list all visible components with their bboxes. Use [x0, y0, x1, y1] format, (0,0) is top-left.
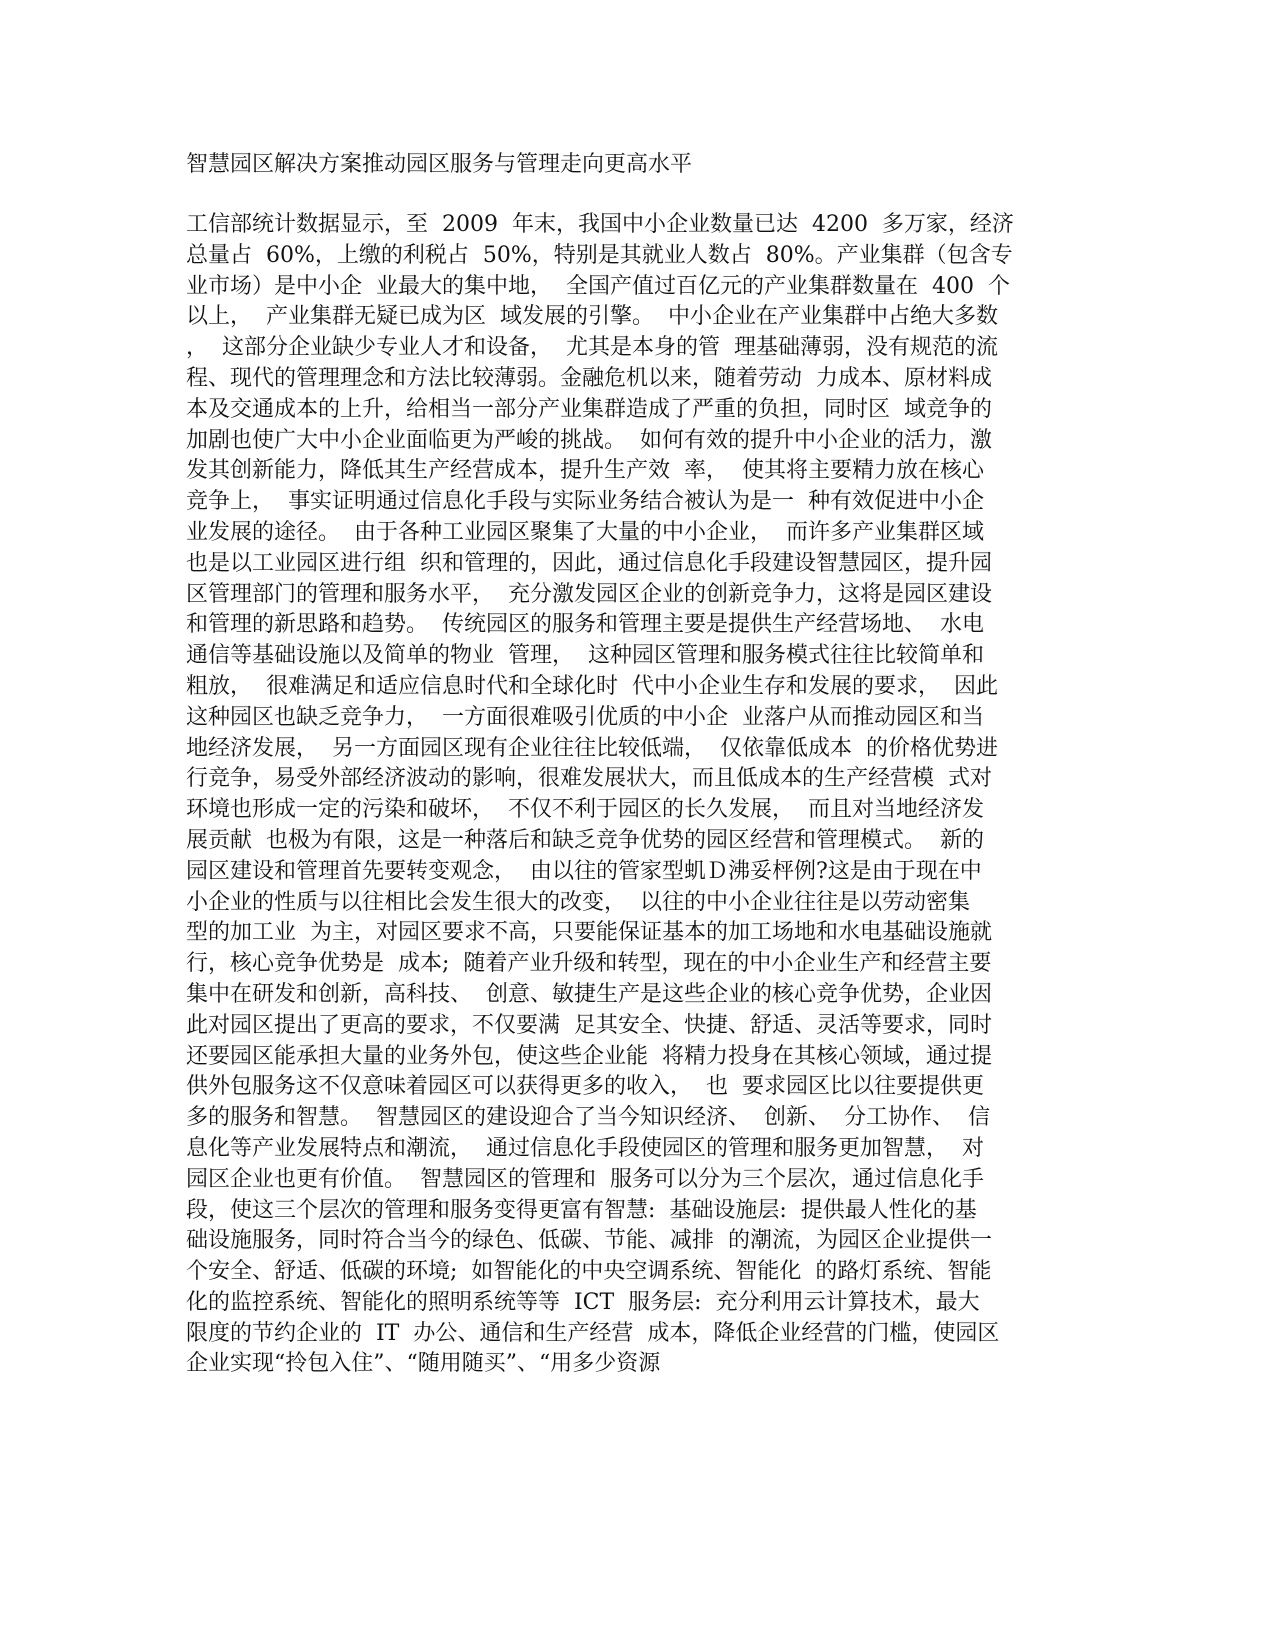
body-text-line: 发其创新能力，降低其生产经营成本，提升生产效 率， 使其将主要精力放在核心 [186, 458, 984, 484]
body-text-line: 程、现代的管理理念和方法比较薄弱。金融危机以来，随着劳动 力成本、原材料成 [186, 365, 992, 391]
body-text-line: 园区建设和管理首先要转变观念， 由以往的管家型虮Ｄ沸妥枰例?这是由于现在中 [186, 858, 982, 884]
body-text-line: 总量占 60%，上缴的利税占 50%，特别是其就业人数占 80%。产业集群（包含专 [186, 242, 1013, 268]
body-text-line: ， 这部分企业缺少专业人才和设备， 尤其是本身的管 理基础薄弱，没有规范的流 [186, 335, 998, 361]
body-text-line: 此对园区提出了更高的要求，不仅要满 足其安全、快捷、舒适、灵活等要求，同时 [186, 1012, 992, 1038]
body-text-line: 限度的节约企业的 IT 办公、通信和生产经营 成本，降低企业经营的门槛，使园区 [186, 1320, 1000, 1346]
body-text-line: 段，使这三个层次的管理和服务变得更富有智慧: 基础设施层: 提供最人性化的基 [186, 1197, 977, 1223]
body-text-line: 以上， 产业集群无疑已成为区 域发展的引擎。 中小企业在产业集群中占绝大多数 [186, 304, 998, 330]
body-text-line: 集中在研发和创新，高科技、 创意、敏捷生产是这些企业的核心竞争优势，企业因 [186, 981, 992, 1007]
body-text-line: 行，核心竞争优势是 成本; 随着产业升级和转型，现在的中小企业生产和经营主要 [186, 951, 992, 977]
body-text-line: 业发展的途径。 由于各种工业园区聚集了大量的中小企业， 而许多产业集群区域 [186, 519, 984, 545]
body-text-line: 和管理的新思路和趋势。 传统园区的服务和管理主要是提供生产经营场地、 水电 [186, 612, 984, 638]
body-text-line: 行竞争，易受外部经济波动的影响，很难发展状大，而且低成本的生产经营模 式对 [186, 766, 992, 792]
body-text-line: 企业实现“拎包入住”、“随用随买”、“用多少资源 [186, 1351, 661, 1377]
body-text-line: 础设施服务，同时符合当今的绿色、低碳、节能、减排 的潮流，为园区企业提供一 [186, 1228, 992, 1254]
body-text-line: 还要园区能承担大量的业务外包，使这些企业能 将精力投身在其核心领域，通过提 [186, 1043, 992, 1069]
document-body [186, 210, 1086, 1380]
body-text-line: 小企业的性质与以往相比会发生很大的改变， 以往的中小企业往往是以劳动密集 [186, 889, 970, 915]
body-text-line: 息化等产业发展特点和潮流， 通过信息化手段使园区的管理和服务更加智慧， 对 [186, 1135, 984, 1161]
body-text-line: 工信部统计数据显示，至 2009 年末，我国中小企业数量已达 4200 多万家，经济 [186, 212, 1014, 237]
body-text-line: 展贡献 也极为有限，这是一种落后和缺乏竞争优势的园区经营和管理模式。 新的 [186, 827, 984, 853]
body-text-line: 本及交通成本的上升，给相当一部分产业集群造成了严重的负担，同时区 域竞争的 [186, 396, 992, 422]
body-text-line: 供外包服务这不仅意味着园区可以获得更多的收入， 也 要求园区比以往要提供更 [186, 1074, 984, 1100]
body-text-line: 地经济发展， 另一方面园区现有企业往往比较低端， 仅依靠低成本 的价格优势进 [186, 735, 998, 761]
body-text-line: 个安全、舒适、低碳的环境; 如智能化的中央空调系统、智能化 的路灯系统、智能 [186, 1259, 992, 1285]
body-text-line: 也是以工业园区进行组 织和管理的，因此，通过信息化手段建设智慧园区，提升园 [186, 550, 992, 576]
document-title: 智慧园区解决方案推动园区服务与管理走向更高水平 [186, 152, 693, 177]
body-text-line: 竞争上， 事实证明通过信息化手段与实际业务结合被认为是一 种有效促进中小企 [186, 489, 984, 515]
body-text-line: 加剧也使广大中小企业面临更为严峻的挑战。 如何有效的提升中小企业的活力，激 [186, 427, 992, 453]
body-text-line: 环境也形成一定的污染和破坏， 不仅不利于园区的长久发展， 而且对当地经济发 [186, 797, 984, 823]
body-text-line: 区管理部门的管理和服务水平， 充分激发园区企业的创新竞争力，这将是园区建设 [186, 581, 992, 607]
body-text-line: 粗放， 很难满足和适应信息时代和全球化时 代中小企业生存和发展的要求， 因此 [186, 673, 998, 699]
body-text-line: 业市场）是中小企 业最大的集中地， 全国产值过百亿元的产业集群数量在 400 个 [186, 273, 1010, 299]
body-text-line: 型的加工业 为主，对园区要求不高，只要能保证基本的加工场地和水电基础设施就 [186, 920, 992, 946]
body-text-line: 这种园区也缺乏竞争力， 一方面很难吸引优质的中小企 业落户从而推动园区和当 [186, 704, 984, 730]
body-text-line: 多的服务和智慧。 智慧园区的建设迎合了当今知识经济、 创新、 分工协作、 信 [186, 1105, 990, 1131]
body-text-line: 通信等基础设施以及简单的物业 管理， 这种园区管理和服务模式往往比较简单和 [186, 643, 984, 669]
body-text-line: 园区企业也更有价值。 智慧园区的管理和 服务可以分为三个层次，通过信息化手 [186, 1166, 984, 1192]
body-text-line: 化的监控系统、智能化的照明系统等等 ICT 服务层: 充分利用云计算技术，最大 [186, 1289, 980, 1315]
